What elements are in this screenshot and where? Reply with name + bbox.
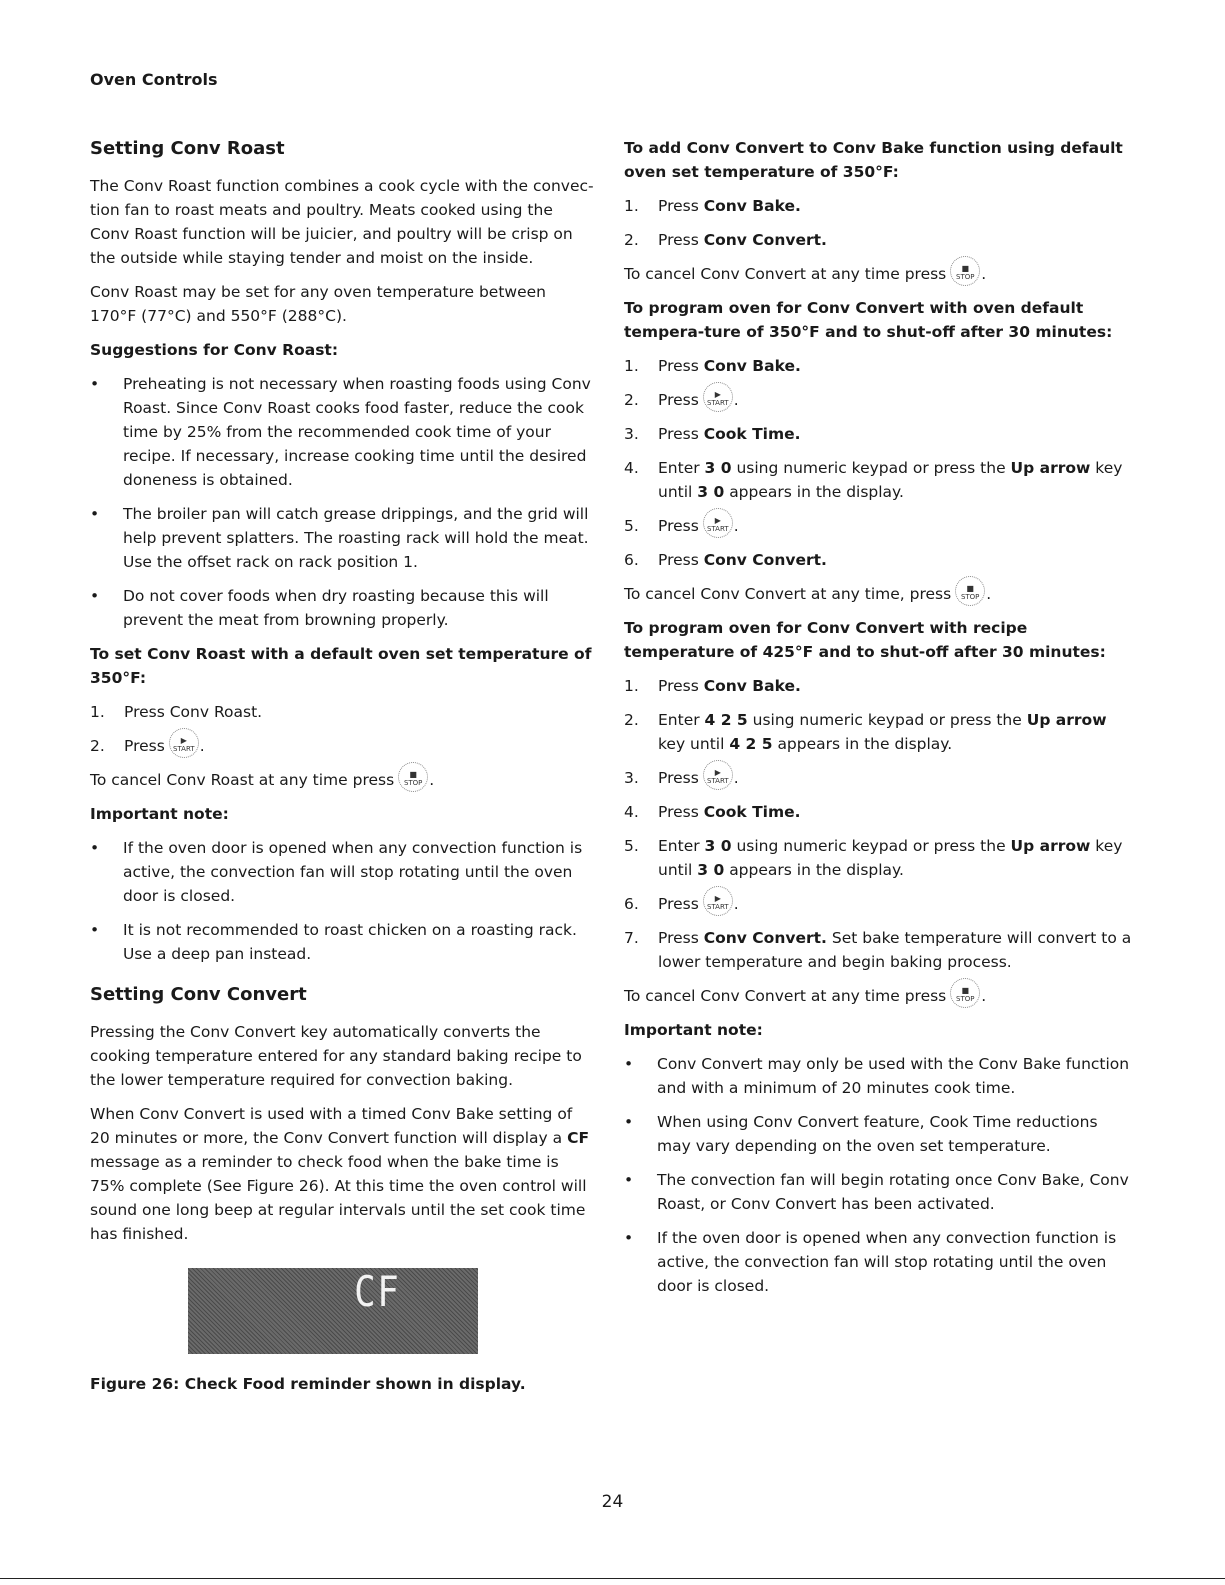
step-item: [90, 700, 595, 724]
step-item: 4. Enter 3 0 using numeric keypad or press the Up arrow key until 3 0 appears in the display.: [624, 459, 1123, 501]
notes-list: [90, 836, 595, 966]
paragraph: The Conv Roast function combines a cook cycle with the convec-tion fan to roast meats and poultry. Meats cooked using the Conv Roast function will be juicier, and poultry will be crisp on the outside while staying tender and moist on the inside.: [90, 177, 594, 267]
step-item: 5. Press ▶ START .: [624, 514, 1134, 538]
step-number: 1.: [90, 703, 105, 721]
subheading: To set Conv Roast with a default oven set temperature of 350°F:: [90, 645, 592, 687]
notes-list: [624, 1052, 1134, 1298]
cancel-text: To cancel Conv Convert at any time press ■ STOP .: [624, 262, 1134, 286]
step-item: 1. Press Conv Bake.: [624, 357, 801, 375]
steps-list: [624, 354, 1134, 572]
stop-key-icon: ■ STOP: [950, 256, 980, 286]
subheading: To program oven for Conv Convert with recipe temperature of 425°F and to shut-off after 30 minutes:: [624, 619, 1106, 661]
section-title-conv-convert: Setting Conv Convert: [90, 984, 307, 1005]
oven-display-figure: [188, 1268, 478, 1354]
subheading: To program oven for Conv Convert with oven default tempera-ture of 350°F and to shut-off after 30 minutes:: [624, 299, 1113, 341]
steps-list: [624, 194, 1134, 252]
step-item: 2. Press Conv Convert.: [624, 231, 827, 249]
list-item: • If the oven door is opened when any convection function is active, the convection fan will stop rotating until the oven door is closed.: [624, 1226, 1134, 1298]
suggestions-list: [90, 372, 595, 632]
list-item: • When using Conv Convert feature, Cook Time reductions may vary depending on the oven set temperature.: [624, 1110, 1134, 1158]
step-item: 6. Press Conv Convert.: [624, 551, 827, 569]
step-item: 6. Press ▶ START .: [624, 892, 1134, 916]
cancel-text: To cancel Conv Convert at any time, press ■ STOP .: [624, 582, 1134, 606]
start-key-icon: ▶ START: [169, 728, 199, 758]
bottom-rule: [0, 1578, 1225, 1579]
paragraph: When Conv Convert is used with a timed Conv Bake setting of 20 minutes or more, the Conv Convert function will display a CF message as a reminder to check food when the bake time is 75% complete (See Figure 26). At this time the oven control will sound one long beep at regular intervals until the set cook time has finished.: [90, 1105, 590, 1243]
list-item: • It is not recommended to roast chicken on a roasting rack. Use a deep pan instead.: [90, 918, 595, 966]
step-number: 2.: [90, 737, 105, 755]
subheading: Suggestions for Conv Roast:: [90, 341, 339, 359]
step-item: 1. Press Conv Bake.: [624, 677, 801, 695]
step-item: 2. Press ▶ START .: [624, 388, 1134, 412]
right-column: [624, 136, 1134, 1308]
step-item: 3. Press Cook Time.: [624, 425, 801, 443]
step-item: 7. Press Conv Convert. Set bake temperature will convert to a lower temperature and begin baking process.: [624, 929, 1132, 971]
list-item: • Preheating is not necessary when roasting foods using Conv Roast. Since Conv Roast cooks food faster, reduce the cook time by 25% from the recommended cook time of your recipe. If necessary, increase cooking time until the desired doneness is obtained.: [90, 372, 595, 492]
list-item: • The convection fan will begin rotating once Conv Bake, Conv Roast, or Conv Convert has been activated.: [624, 1168, 1134, 1216]
figure-caption: Figure 26: Check Food reminder shown in display.: [90, 1375, 526, 1393]
start-key-icon: ▶ START: [703, 760, 733, 790]
subheading: Important note:: [624, 1021, 763, 1039]
start-key-icon: ▶ START: [703, 886, 733, 916]
list-item: • Do not cover foods when dry roasting because this will prevent the meat from browning properly.: [90, 584, 595, 632]
step-text: Press: [124, 737, 165, 755]
cancel-text: To cancel Conv Convert at any time press ■ STOP .: [624, 984, 1134, 1008]
left-column: [90, 136, 595, 1396]
page-number: 24: [601, 1492, 624, 1512]
steps-list: [624, 674, 1134, 974]
paragraph: Conv Roast may be set for any oven temperature between 170°F (77°C) and 550°F (288°C).: [90, 283, 546, 325]
list-item: • Conv Convert may only be used with the Conv Bake function and with a minimum of 20 minutes cook time.: [624, 1052, 1134, 1100]
page-header: Oven Controls: [90, 70, 218, 89]
subheading: Important note:: [90, 805, 229, 823]
step-item: 5. Enter 3 0 using numeric keypad or press the Up arrow key until 3 0 appears in the display.: [624, 837, 1123, 879]
stop-key-icon: ■ STOP: [398, 762, 428, 792]
stop-key-icon: ■ STOP: [950, 978, 980, 1008]
step-item: 2. Press ▶ START .: [90, 734, 595, 758]
step-item: 2. Enter 4 2 5 using numeric keypad or press the Up arrow key until 4 2 5 appears in the display.: [624, 711, 1107, 753]
step-item: 1. Press Conv Bake.: [624, 197, 801, 215]
step-item: 4. Press Cook Time.: [624, 803, 801, 821]
subheading: To add Conv Convert to Conv Bake function using default oven set temperature of 350°F:: [624, 139, 1123, 181]
list-item: • The broiler pan will catch grease drippings, and the grid will help prevent splatters. The roasting rack will hold the meat. Use the offset rack on rack position 1.: [90, 502, 595, 574]
step-item: 3. Press ▶ START .: [624, 766, 1134, 790]
steps-list: [90, 700, 595, 758]
start-key-icon: ▶ START: [703, 382, 733, 412]
section-title-conv-roast: Setting Conv Roast: [90, 138, 285, 159]
stop-key-icon: ■ STOP: [955, 576, 985, 606]
list-item: • If the oven door is opened when any convection function is active, the convection fan will stop rotating until the oven door is closed.: [90, 836, 595, 908]
start-key-icon: ▶ START: [703, 508, 733, 538]
paragraph: Pressing the Conv Convert key automatically converts the cooking temperature entered for any standard baking recipe to the lower temperature required for convection baking.: [90, 1023, 582, 1089]
step-text: Press Conv Roast.: [124, 703, 263, 721]
display-text: CF: [354, 1267, 401, 1316]
cancel-text: To cancel Conv Roast at any time press ■ STOP .: [90, 768, 595, 792]
